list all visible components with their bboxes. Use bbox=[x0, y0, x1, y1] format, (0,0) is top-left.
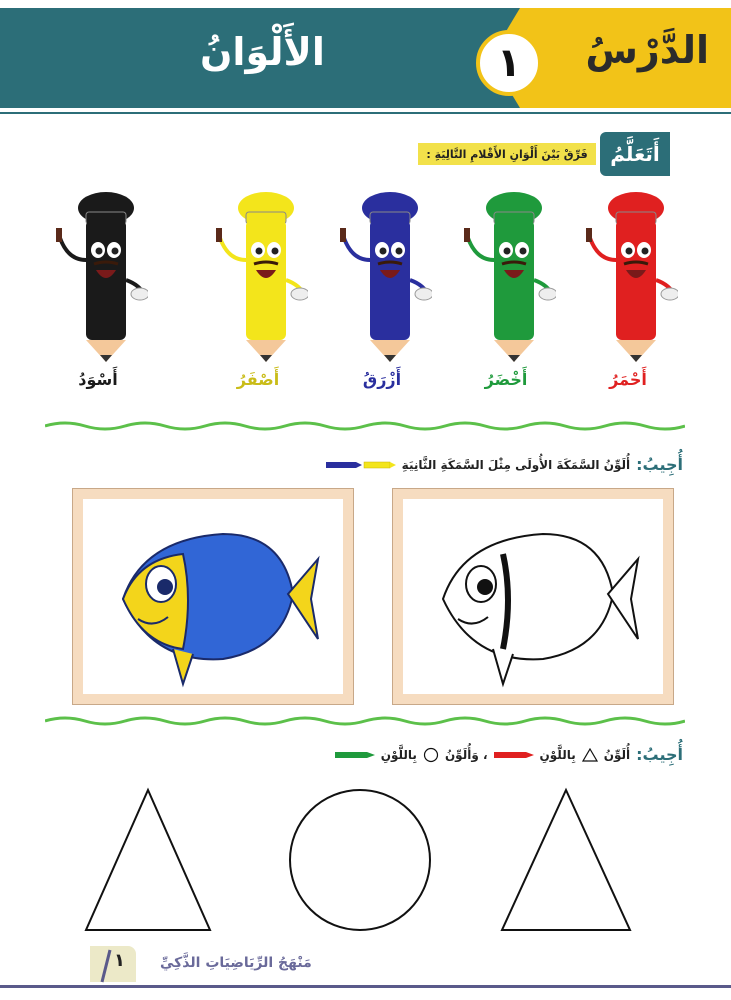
header-divider bbox=[0, 112, 731, 114]
book-title: مَنْهَجُ الرِّيَاضِيَاتِ الذَّكِيِّ bbox=[160, 955, 312, 971]
fish-outline-frame bbox=[392, 488, 674, 705]
and-color-label: ، وَأُلَوِّنُ bbox=[444, 747, 488, 762]
pencil-character bbox=[208, 190, 308, 390]
left-triangle bbox=[86, 790, 210, 930]
with-color-label: بِاللَّوْنِ bbox=[539, 747, 576, 762]
exercise1-instruction: أُلَوِّنُ السَّمَكَةَ الأُولَى مِثْلَ السَّمَكَةِ الثَّانِيَةِ bbox=[401, 457, 631, 472]
page-title: الأَلْوَانُ bbox=[200, 30, 325, 74]
circle-shape bbox=[290, 790, 430, 930]
slash-decoration bbox=[98, 948, 114, 984]
pencil-color-label: أَحْمَرُ bbox=[609, 370, 647, 389]
lesson-number: ١ bbox=[476, 30, 542, 96]
learn-instruction: فَرِّقْ بَيْنَ أَلْوَانِ الأَقْلامِ التَّالِيَةِ : bbox=[418, 143, 596, 165]
footer-line bbox=[0, 985, 731, 988]
colored-fish-image bbox=[83, 499, 343, 694]
color-verb: أُلَوِّنُ bbox=[603, 747, 631, 762]
fish-colored-frame bbox=[72, 488, 354, 705]
answer-word: أُجِيبُ: bbox=[636, 455, 683, 474]
page-number: ١ bbox=[114, 950, 125, 971]
pencil-character bbox=[332, 190, 432, 390]
pencil-character bbox=[48, 190, 148, 390]
blue-yellow-pencils-icon bbox=[326, 460, 396, 470]
answer-word: أُجِيبُ: bbox=[636, 745, 683, 764]
pencil-color-label: أَسْوَدُ bbox=[78, 370, 118, 389]
with-color-label-2: بِاللَّوْنِ bbox=[380, 747, 417, 762]
pencil-color-label: أَخْضَرُ bbox=[484, 370, 528, 389]
triangle-icon bbox=[582, 748, 598, 762]
red-pencil-icon bbox=[494, 750, 534, 760]
wave-divider bbox=[45, 713, 685, 727]
lesson-label: الدَّرْسُ bbox=[585, 28, 709, 72]
shapes-area bbox=[0, 780, 731, 940]
right-triangle bbox=[502, 790, 630, 930]
circle-icon bbox=[423, 747, 439, 763]
pencil-color-label: أَزْرَقُ bbox=[362, 370, 402, 389]
pencil-character bbox=[578, 190, 678, 390]
exercise1-line bbox=[326, 455, 683, 474]
pencil-character bbox=[456, 190, 556, 390]
learn-badge: أَتَعَلَّمُ bbox=[600, 132, 670, 176]
green-pencil-icon bbox=[335, 750, 375, 760]
exercise2-line bbox=[335, 745, 683, 764]
wave-divider bbox=[45, 418, 685, 432]
pencil-color-label: أَصْفَرُ bbox=[236, 370, 280, 389]
outline-fish-image bbox=[403, 499, 663, 694]
